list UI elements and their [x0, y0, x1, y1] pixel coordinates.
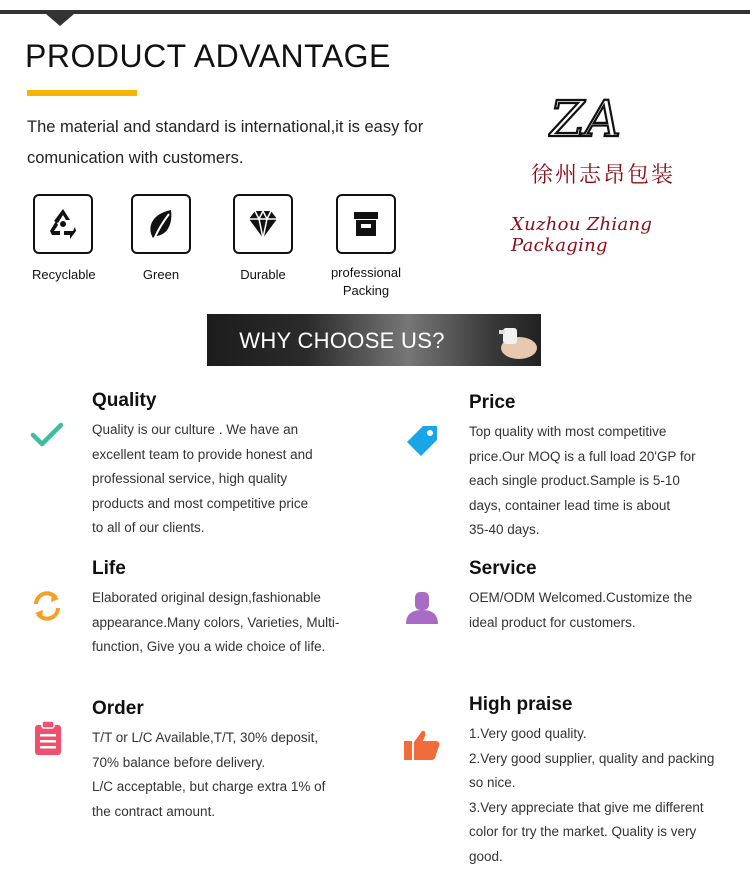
- banner-text: WHY CHOOSE US?: [239, 328, 445, 353]
- section-text: Quality is our culture . We have an excellent team to provide honest and professional service, high quality products and most competitive price to all of our clients.: [92, 422, 313, 535]
- feature-label-line: Packing: [342, 283, 390, 298]
- section-text: Top quality with most competitive price.Our MOQ is a full load 20'GP for each single product.Sample is 5-10 days, container lead time is about 35-40 days.: [469, 424, 696, 537]
- thumbs-up-icon: [402, 728, 442, 762]
- feature-label: Durable: [240, 267, 286, 282]
- high-praise-section: [469, 694, 744, 869]
- diamond-icon: [233, 194, 293, 254]
- feature-label: [326, 264, 406, 300]
- recycle-icon: [33, 194, 93, 254]
- leaf-icon: [131, 194, 191, 254]
- service-section: [469, 558, 744, 635]
- section-title: Service: [469, 558, 537, 579]
- section-title: Order: [92, 698, 144, 719]
- section-title: Quality: [92, 390, 157, 411]
- price-tag-icon: [403, 422, 441, 458]
- life-section: [92, 558, 392, 660]
- section-text: T/T or L/C Available,T/T, 30% deposit, 70% balance before delivery. L/C acceptable, but charge extra 1% of the contract amount.: [92, 730, 326, 819]
- quality-section: [92, 390, 392, 541]
- intro-text: [27, 112, 447, 174]
- brand-logo: [548, 92, 658, 149]
- price-section: [469, 392, 744, 543]
- feature-durable: [232, 194, 294, 284]
- title-underline: [27, 90, 137, 96]
- top-notch-arrow: [46, 14, 74, 26]
- brand-chinese-name: 徐州志昂包装: [531, 163, 676, 188]
- section-text: Elaborated original design,fashionable appearance.Many colors, Varieties, Multi- function, Give you a wide choice of life.: [92, 590, 340, 654]
- why-choose-us-banner: [207, 314, 541, 366]
- intro-line: comunication with customers.: [27, 149, 244, 167]
- page-title: PRODUCT ADVANTAGE: [25, 38, 391, 74]
- brand-english-name: Xuzhou Zhiang Packaging: [511, 214, 653, 256]
- feature-label: Green: [142, 267, 180, 282]
- feature-label-line: professional: [330, 265, 402, 280]
- section-title: Price: [469, 392, 516, 413]
- person-icon: [404, 590, 440, 626]
- section-text: 1.Very good quality. 2.Very good supplier, quality and packing so nice. 3.Very appreciate that give me different color for try the market. Quality is very good.: [469, 726, 715, 864]
- top-divider-bar: [0, 10, 750, 14]
- feature-professional-packing: [326, 194, 406, 300]
- box-icon: [336, 194, 396, 254]
- intro-line: The material and standard is international,it is easy for: [27, 118, 424, 136]
- feature-recyclable: [32, 194, 94, 284]
- feature-green: [130, 194, 192, 284]
- feature-label: Recyclable: [32, 267, 96, 282]
- spray-hand-image: [481, 318, 541, 362]
- logo-text: ZA: [550, 92, 621, 144]
- section-title: High praise: [469, 694, 573, 715]
- section-title: Life: [92, 558, 126, 579]
- checkmark-icon: [30, 420, 64, 450]
- refresh-icon: [29, 588, 65, 624]
- clipboard-icon: [33, 720, 63, 756]
- order-section: [92, 698, 392, 824]
- section-text: OEM/ODM Welcomed.Customize the ideal product for customers.: [469, 590, 693, 630]
